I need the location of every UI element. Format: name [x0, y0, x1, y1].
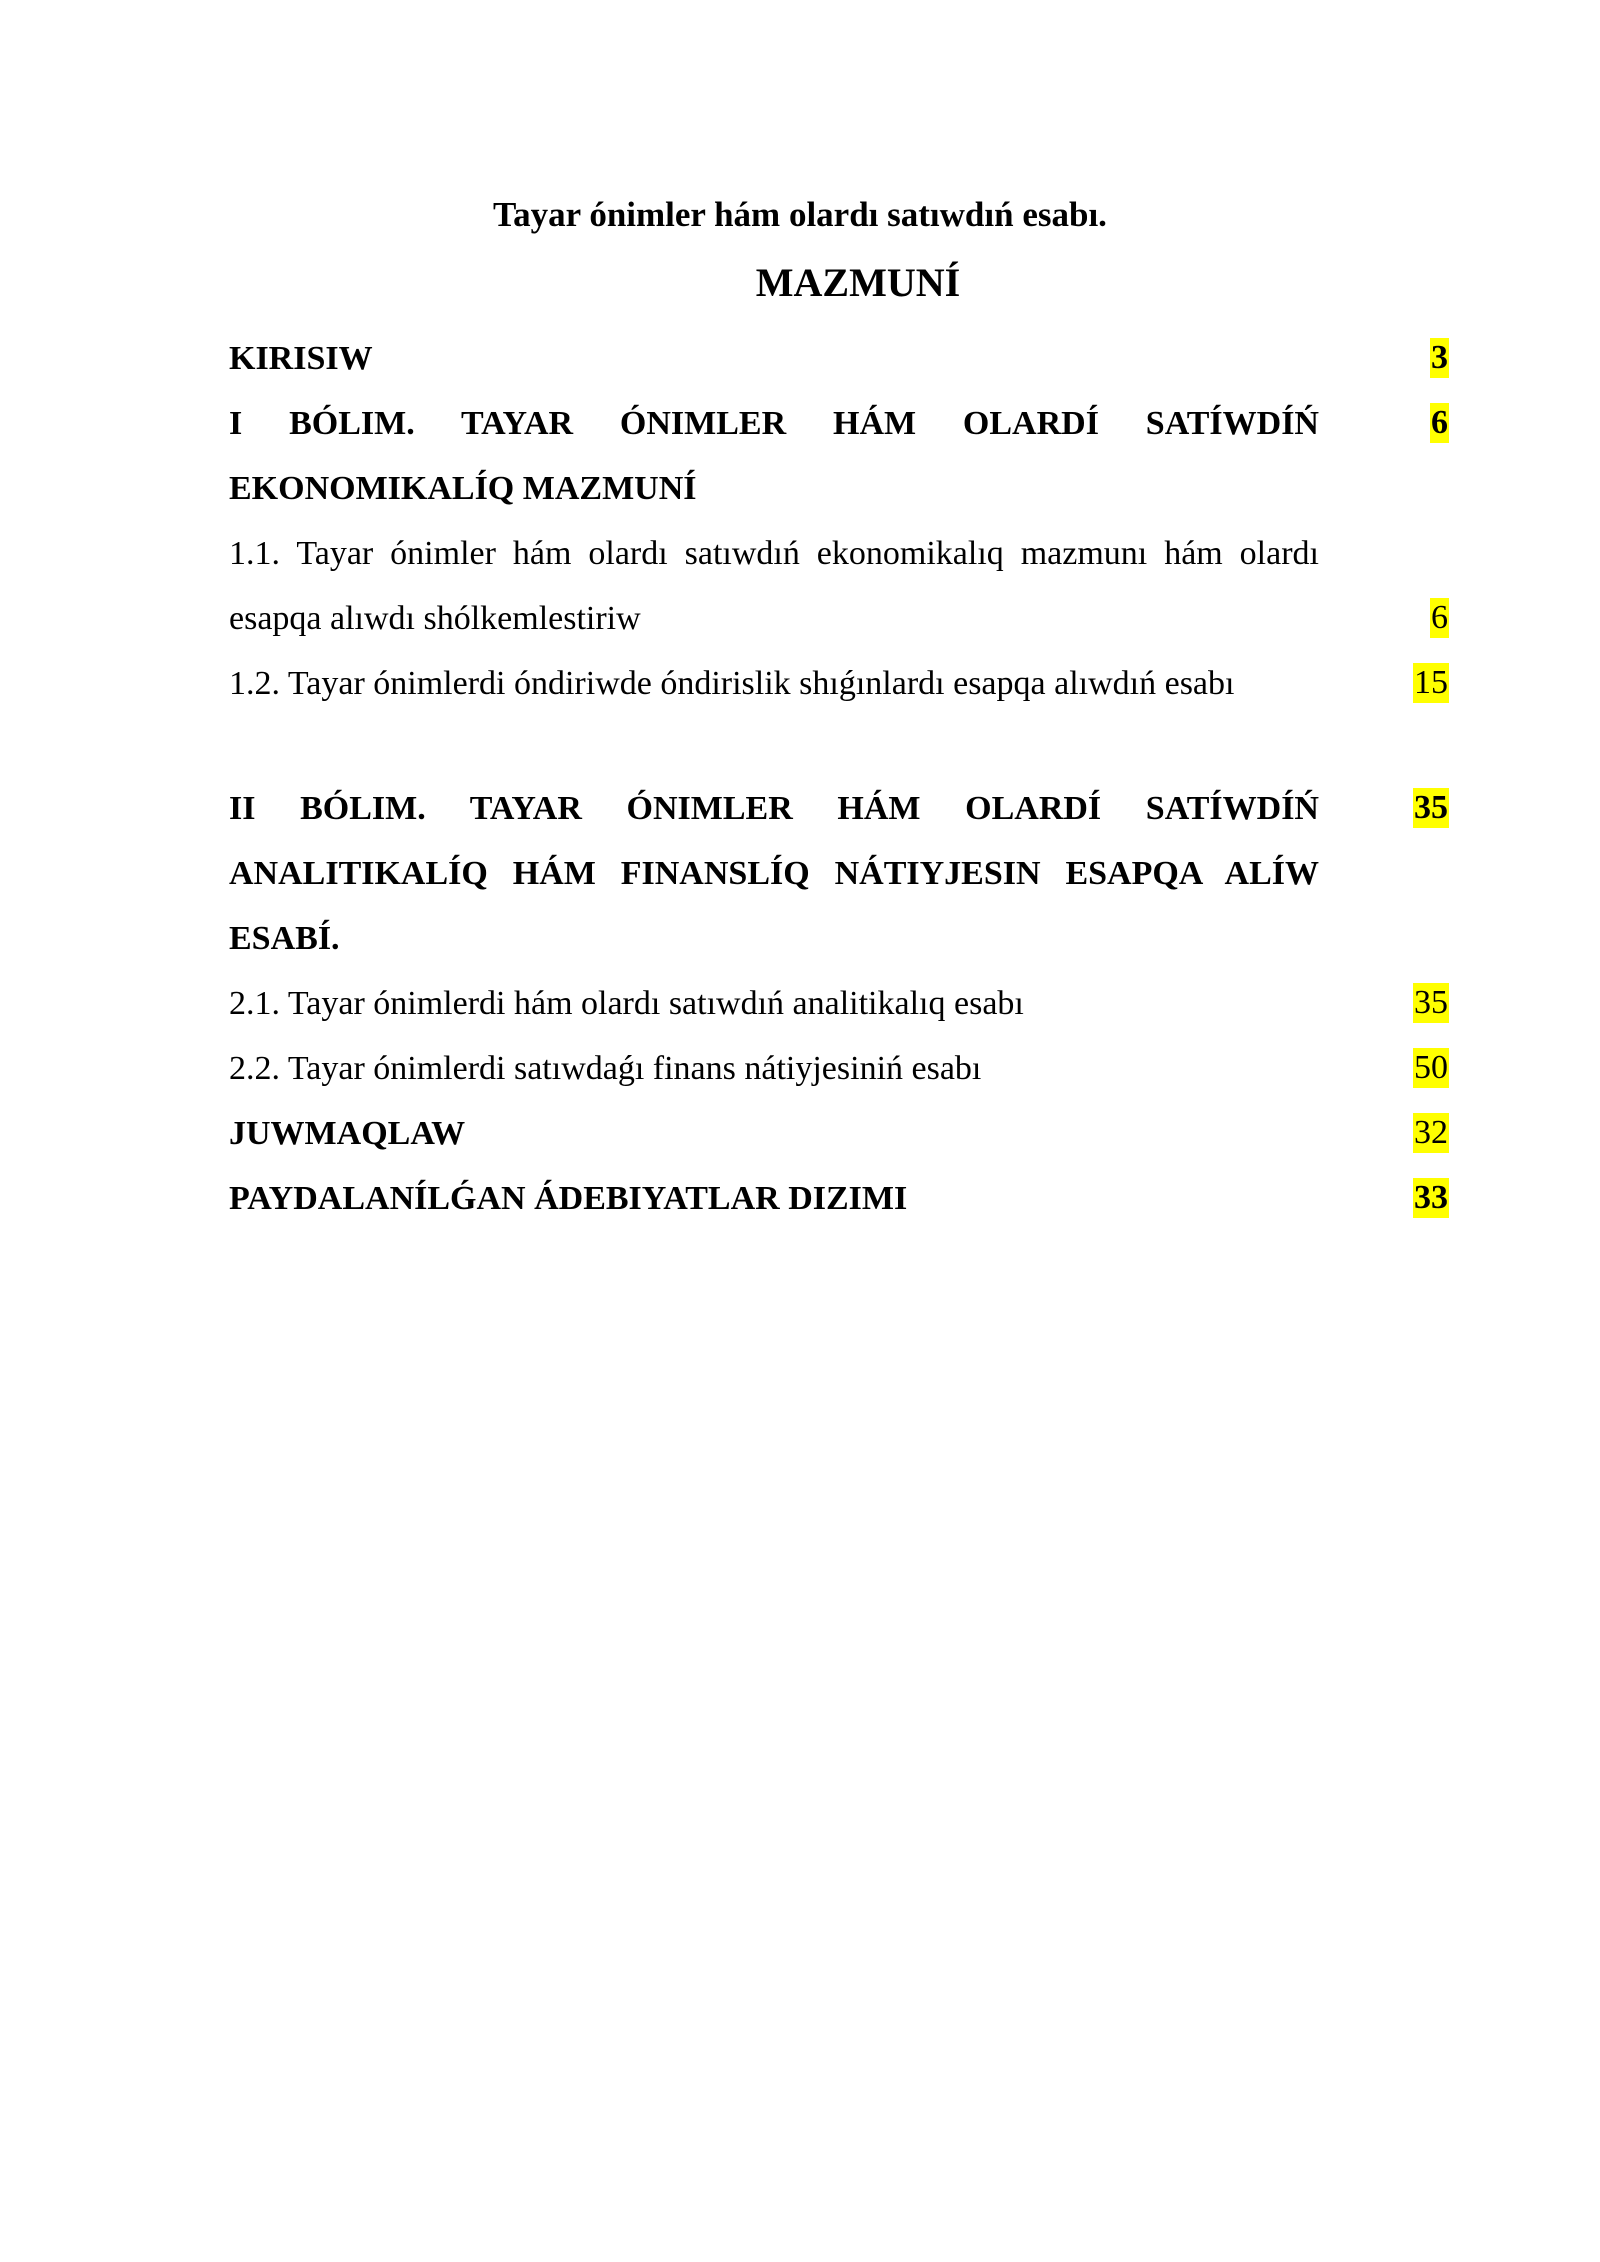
toc-entry-section-2-1 [229, 971, 1449, 1036]
toc-heading: MAZMUNÍ [755, 260, 961, 305]
toc-entry-bibliography [229, 1166, 1449, 1231]
toc-entry-title: 2.2. Tayar ónimlerdi satıwdaǵı finans nátiyjesiniń esabı [229, 1050, 982, 1087]
toc-entry-title: 1.2. Tayar ónimlerdi óndiriwde óndirislik shıǵınlardı esapqa alıwdıń esabı [229, 665, 1235, 702]
toc-entry-title: II BÓLIM. TAYAR ÓNIMLER HÁM OLARDÍ SATÍWDÍŃ ANALITIKALÍQ HÁM FINANSLÍQ NÁTIYJESIN ESAPQA ALÍW ESABÍ. [229, 790, 1319, 957]
toc-entry-title: 1.1. Tayar ónimler hám olardı satıwdıń ekonomikalıq mazmunı hám olardı esapqa alıwdı shólkemlestiriw [229, 535, 1319, 637]
toc-entry-introduction [229, 326, 1449, 391]
toc-entry-chapter-1 [229, 391, 1449, 521]
toc-entry-section-1-1 [229, 521, 1449, 651]
toc-entry-section-2-2 [229, 1036, 1449, 1101]
toc-page-number: 35 [1414, 984, 1448, 1021]
toc-entry-title: KIRISIW [229, 340, 373, 377]
section-gap [229, 716, 1449, 776]
toc-page-number: 6 [1431, 599, 1448, 636]
toc-page-number: 33 [1414, 1179, 1448, 1216]
toc-entry-title: I BÓLIM. TAYAR ÓNIMLER HÁM OLARDÍ SATÍWDÍŃ EKONOMIKALÍQ MAZMUNÍ [229, 405, 1319, 507]
toc-entry-conclusion [229, 1101, 1449, 1166]
toc-entry-chapter-2 [229, 776, 1449, 971]
toc-page-number: 50 [1414, 1049, 1448, 1086]
toc-entry-title: JUWMAQLAW [229, 1115, 466, 1152]
toc-page-number: 3 [1431, 339, 1448, 376]
toc-page-number: 6 [1431, 404, 1448, 441]
document-title: Tayar ónimler hám olardı satıwdıń esabı. [493, 195, 1107, 234]
table-of-contents [229, 326, 1449, 1231]
toc-entry-title: PAYDALANÍLǴAN ÁDEBIYATLAR DIZIMI [229, 1180, 908, 1217]
toc-entry-section-1-2 [229, 651, 1449, 716]
toc-page-number: 15 [1414, 664, 1448, 701]
toc-page-number: 35 [1414, 789, 1448, 826]
toc-page-number: 32 [1414, 1114, 1448, 1151]
toc-entry-title: 2.1. Tayar ónimlerdi hám olardı satıwdıń analitikalıq esabı [229, 985, 1024, 1022]
